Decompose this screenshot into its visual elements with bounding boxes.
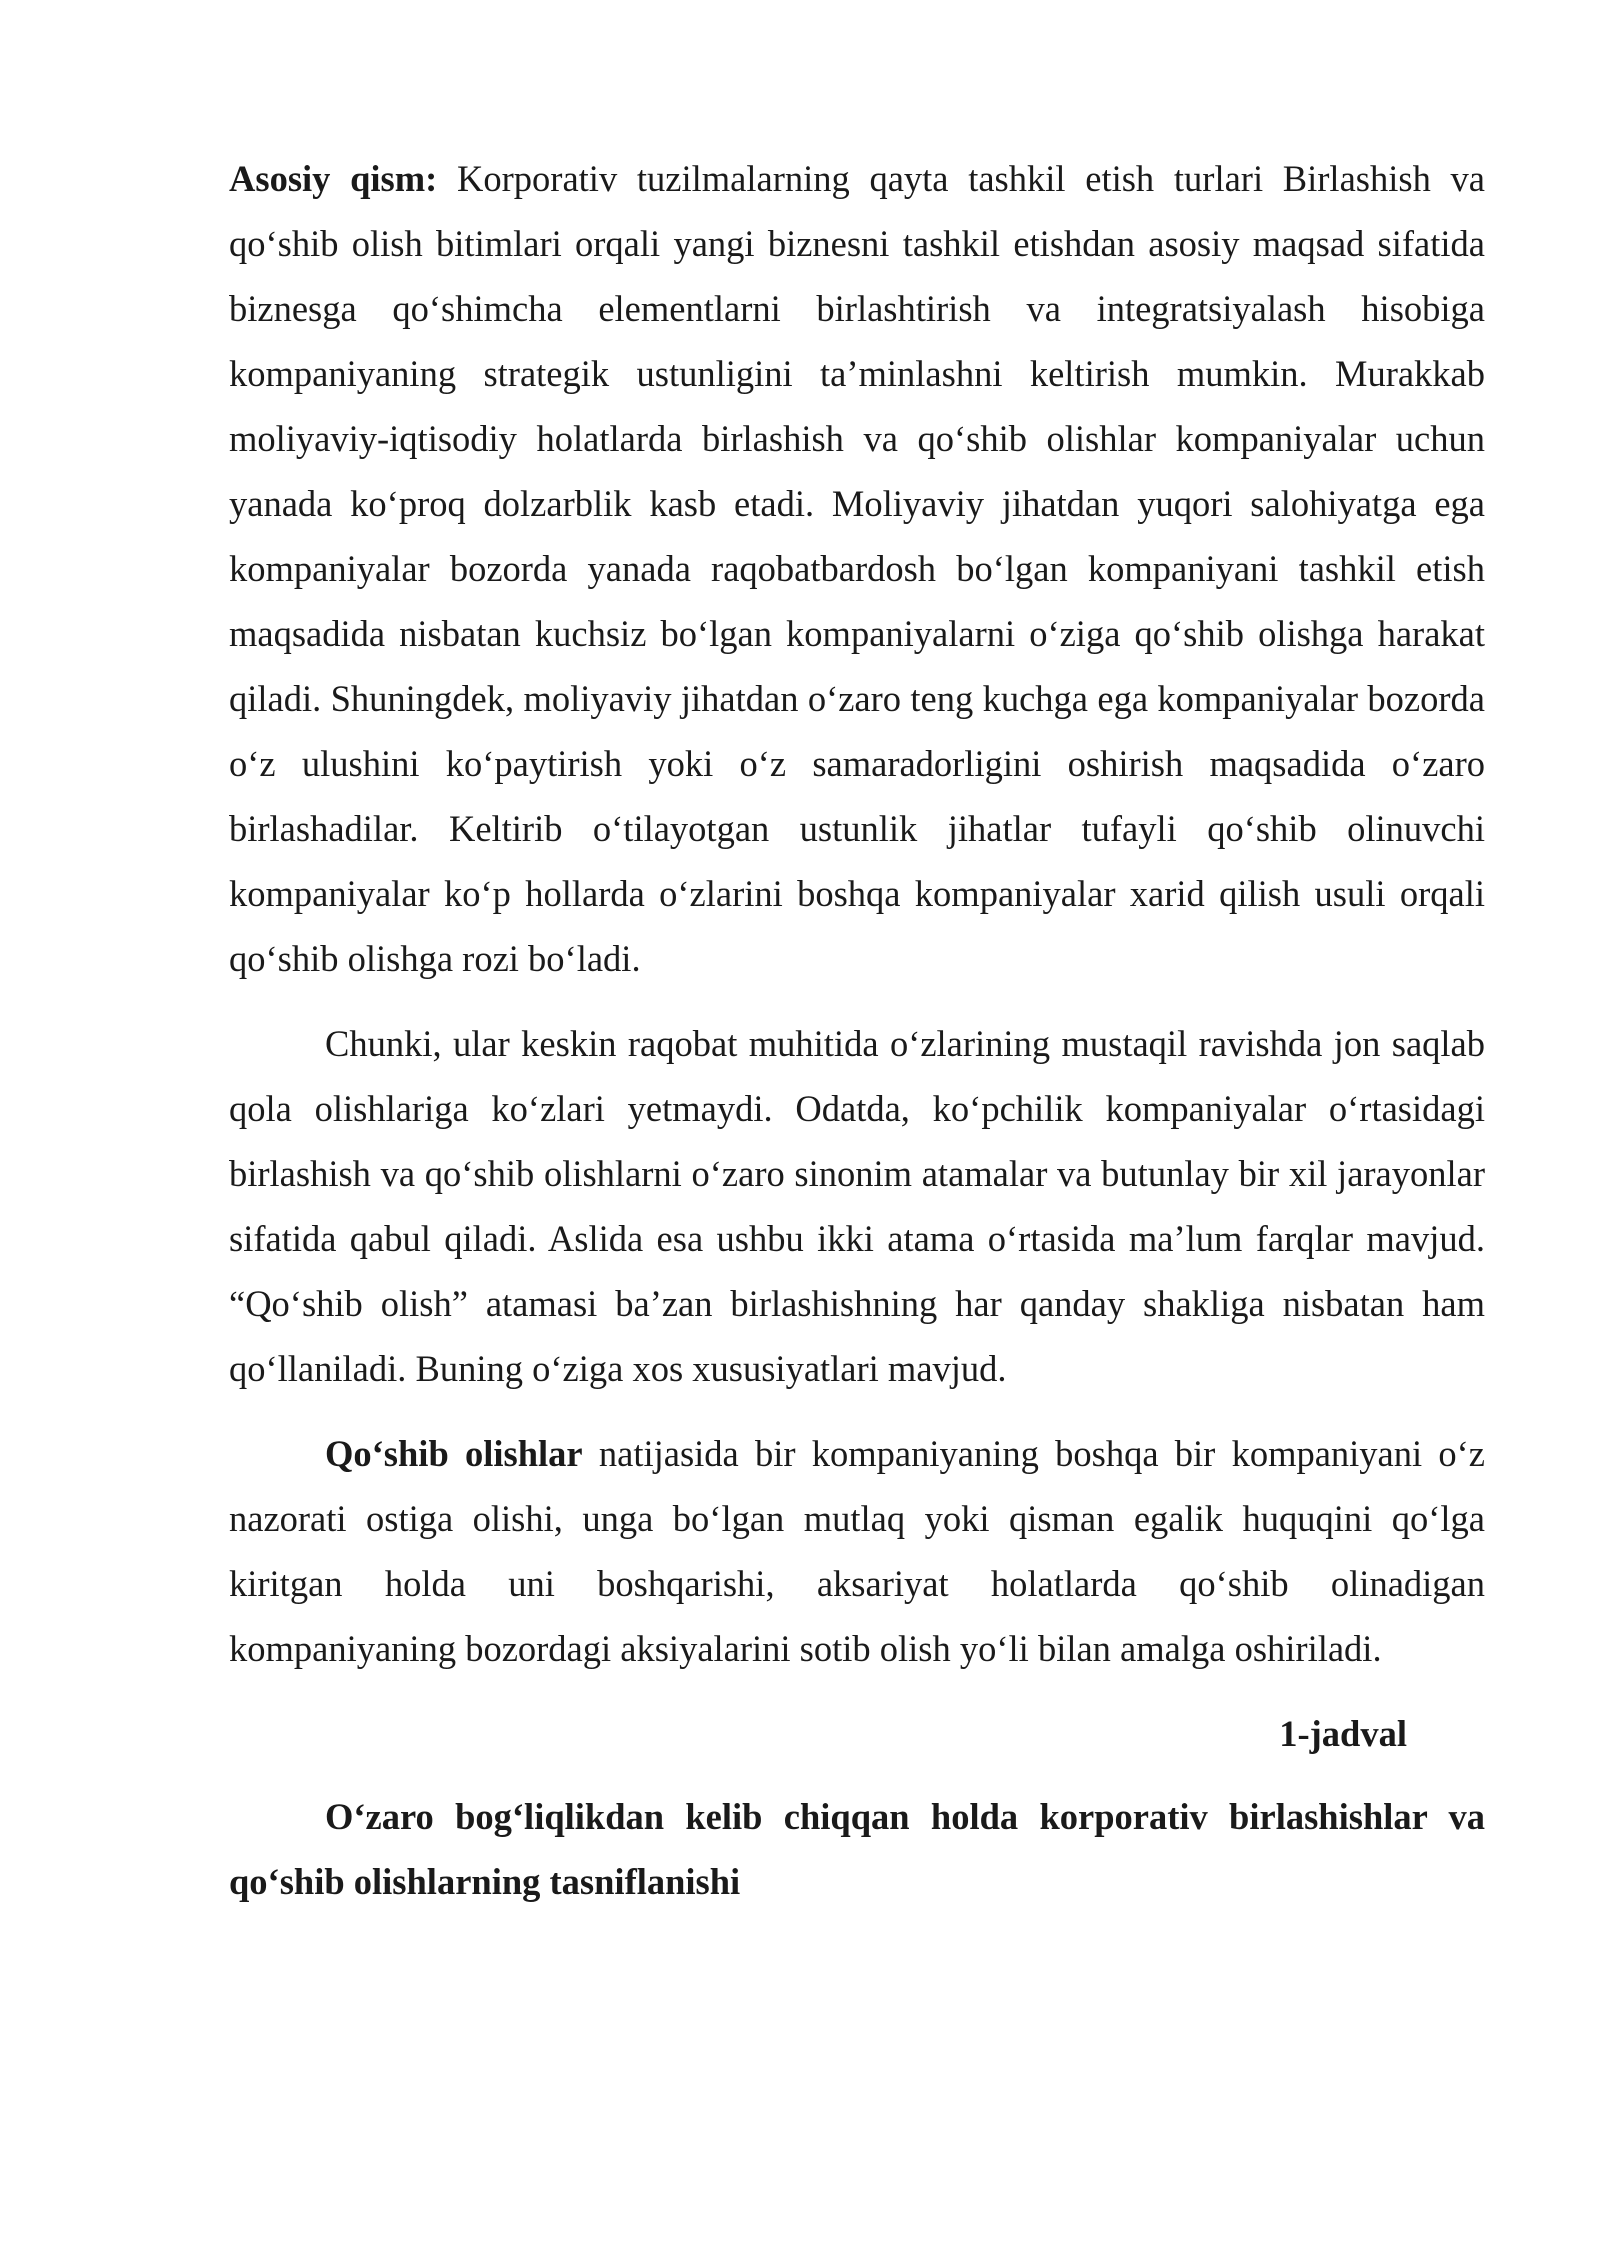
paragraph-3-term: Qo‘shib olishlar (325, 1433, 583, 1474)
paragraph-3 (229, 1421, 1485, 1681)
intro-text: Korporativ tuzilmalarning qayta tashkil etish turlari Birlashish va qo‘shib olish bitimlari orqali yangi biznesni tashkil etishdan asosiy maqsad sifatida biznesga qo‘shimcha elementlarni birlashtirish va integratsiyalash hisobiga kompaniyaning strategik ustunligini ta’minlashni keltirish mumkin. Murakkab moliyaviy-iqtisodiy holatlarda birlashish va qo‘shib olishlar kompaniyalar uchun yanada ko‘proq dolzarblik kasb etadi. Moliyaviy jihatdan yuqori salohiyatga ega kompaniyalar bozorda yanada raqobatbardosh bo‘lgan kompaniyani tashkil etish maqsadida nisbatan kuchsiz bo‘lgan kompaniyalarni o‘ziga qo‘shib olishga harakat qiladi. Shuningdek, moliyaviy jihatdan o‘zaro teng kuchga ega kompaniyalar bozorda o‘z ulushini ko‘paytirish yoki o‘z samaradorligini oshirish maqsadida o‘zaro birlashadilar. Keltirib o‘tilayotgan ustunlik jihatlar tufayli qo‘shib olinuvchi kompaniyalar ko‘p hollarda o‘zlarini boshqa kompaniyalar xarid qilish usuli orqali qo‘shib olishga rozi bo‘ladi. (229, 158, 1485, 979)
document-body (229, 146, 1485, 1914)
table-title: O‘zaro bog‘liqlikdan kelib chiqqan holda korporativ birlashishlar va qo‘shib olishlarning tasniflanishi (229, 1796, 1485, 1902)
paragraph-3-text: natijasida bir kompaniyaning boshqa bir kompaniyani o‘z nazorati ostiga olishi, unga bo‘lgan mutlaq yoki qisman egalik huquqini qo‘lga kiritgan holda uni boshqarishi, aksariyat holatlarda qo‘shib olinadigan kompaniyaning bozordagi aksiyalarini sotib olish yo‘li bilan amalga oshiriladi. (229, 1433, 1485, 1669)
paragraph-2: Chunki, ular keskin raqobat muhitida o‘zlarining mustaqil ravishda jon saqlab qola olishlariga ko‘zlari yetmaydi. Odatda, ko‘pchilik kompaniyalar o‘rtasidagi birlashish va qo‘shib olishlarni o‘zaro sinonim atamalar va butunlay bir xil jarayonlar sifatida qabul qiladi. Aslida esa ushbu ikki atama o‘rtasida ma’lum farqlar mavjud. “Qo‘shib olish” atamasi ba’zan birlashishning har qanday shakliga nisbatan ham qo‘llaniladi. Buning o‘ziga xos xususiyatlari mavjud. (229, 1023, 1485, 1389)
intro-label: Asosiy qism: (229, 158, 438, 199)
intro-paragraph (229, 146, 1485, 991)
table-label: 1-jadval (1279, 1713, 1407, 1754)
